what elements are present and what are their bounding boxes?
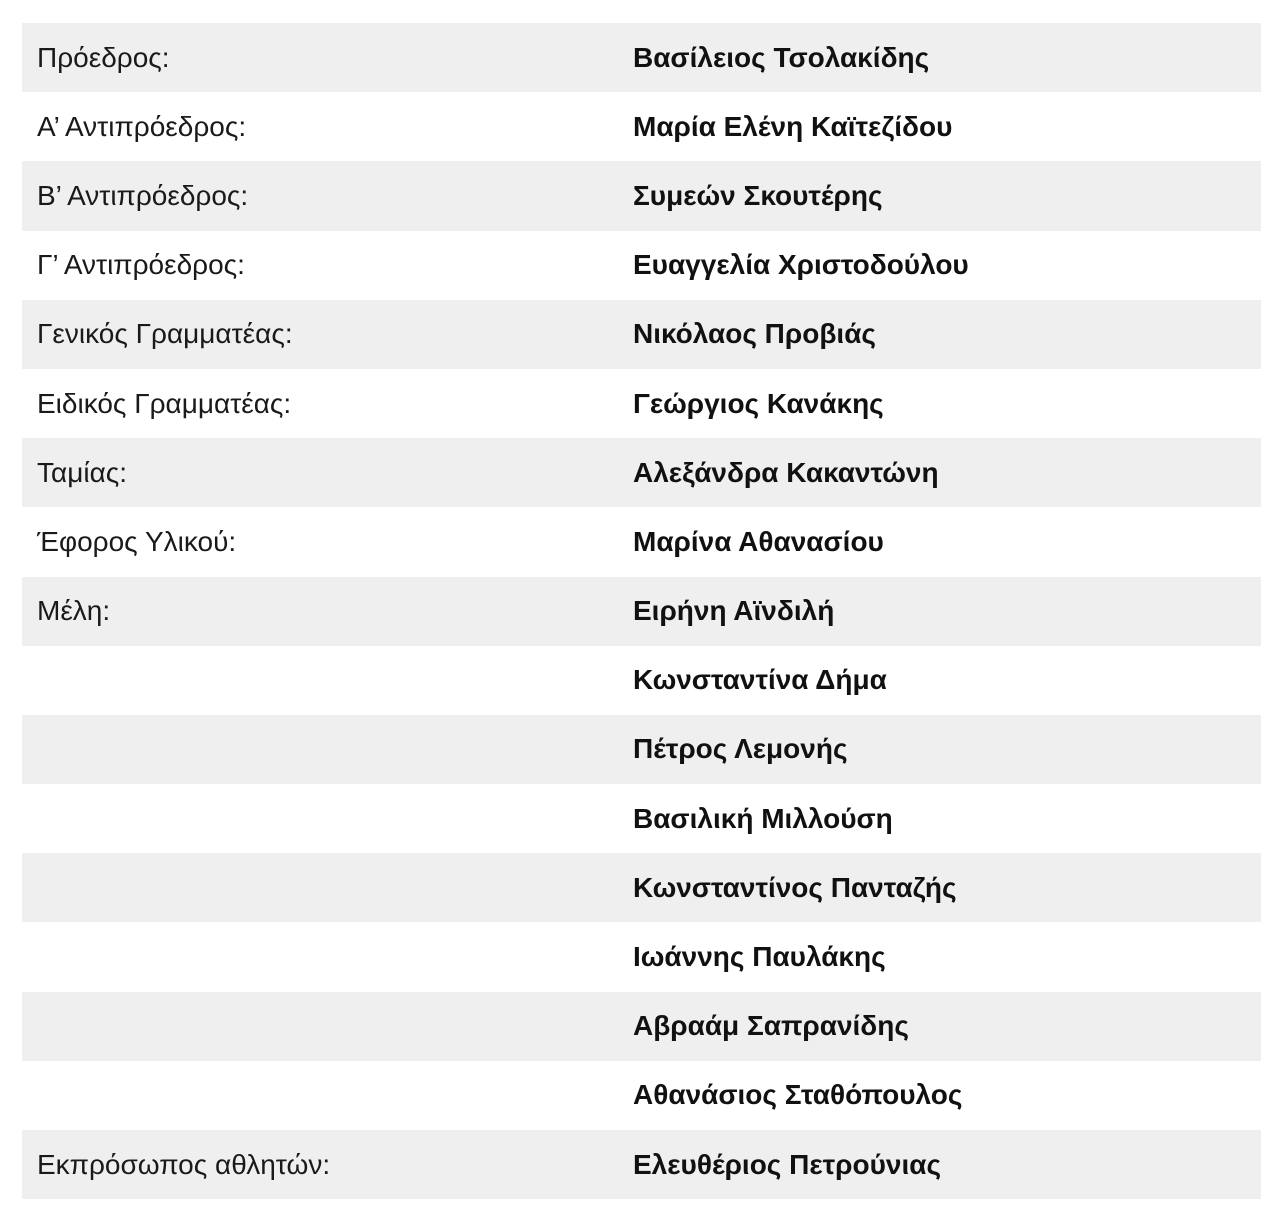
table-row — [22, 715, 1261, 784]
table-row — [22, 369, 1261, 438]
member-name: Αβραάμ Σαπρανίδης — [633, 1010, 909, 1042]
role-label: Γ’ Αντιπρόεδρος: — [37, 249, 245, 281]
member-name: Αθανάσιος Σταθόπουλος — [633, 1079, 963, 1111]
table-row — [22, 438, 1261, 507]
board-members-table-body — [22, 23, 1261, 1199]
member-name: Πέτρος Λεμονής — [633, 733, 848, 765]
board-members-table — [22, 23, 1261, 1199]
table-row — [22, 853, 1261, 922]
role-label — [22, 1061, 633, 1130]
role-label: Ειδικός Γραμματέας: — [37, 387, 292, 419]
role-label: Εκπρόσωπος αθλητών: — [37, 1148, 331, 1180]
role-label — [22, 922, 633, 991]
table-row — [22, 784, 1261, 853]
member-name: Συμεών Σκουτέρης — [633, 179, 883, 211]
table-row — [22, 646, 1261, 715]
member-name: Μαρίνα Αθανασίου — [633, 525, 884, 557]
member-name: Κωνσταντίνος Πανταζής — [633, 871, 957, 903]
role-label: Γενικός Γραμματέας: — [37, 318, 293, 350]
member-name: Ευαγγελία Χριστοδούλου — [633, 249, 969, 281]
member-name: Νικόλαος Προβιάς — [633, 318, 876, 350]
member-name: Βασίλειος Τσολακίδης — [633, 41, 930, 73]
table-row — [22, 23, 1261, 92]
role-label — [22, 784, 633, 853]
role-label — [22, 715, 633, 784]
table-row — [22, 1130, 1261, 1199]
member-name: Γεώργιος Κανάκης — [633, 387, 884, 419]
member-name: Ιωάννης Παυλάκης — [633, 941, 886, 973]
member-name: Ειρήνη Αϊνδιλή — [633, 595, 835, 627]
role-label — [22, 853, 633, 922]
table-row — [22, 922, 1261, 991]
role-label: Α’ Αντιπρόεδρος: — [37, 110, 247, 142]
table-row — [22, 992, 1261, 1061]
table-row — [22, 231, 1261, 300]
role-label: Μέλη: — [37, 595, 111, 627]
table-row — [22, 161, 1261, 230]
role-label — [22, 646, 633, 715]
table-row — [22, 577, 1261, 646]
table-row — [22, 507, 1261, 576]
member-name: Κωνσταντίνα Δήμα — [633, 664, 887, 696]
table-row — [22, 92, 1261, 161]
role-label: Ταμίας: — [37, 456, 128, 488]
role-label: Πρόεδρος: — [37, 41, 170, 73]
role-label: Β’ Αντιπρόεδρος: — [37, 179, 249, 211]
table-row — [22, 1061, 1261, 1130]
member-name: Ελευθέριος Πετρούνιας — [633, 1148, 941, 1180]
member-name: Μαρία Ελένη Καϊτεζίδου — [633, 110, 953, 142]
member-name: Βασιλική Μιλλούση — [633, 802, 893, 834]
role-label — [22, 992, 633, 1061]
table-row — [22, 300, 1261, 369]
role-label: Έφορος Υλικού: — [37, 525, 237, 557]
member-name: Αλεξάνδρα Κακαντώνη — [633, 456, 939, 488]
